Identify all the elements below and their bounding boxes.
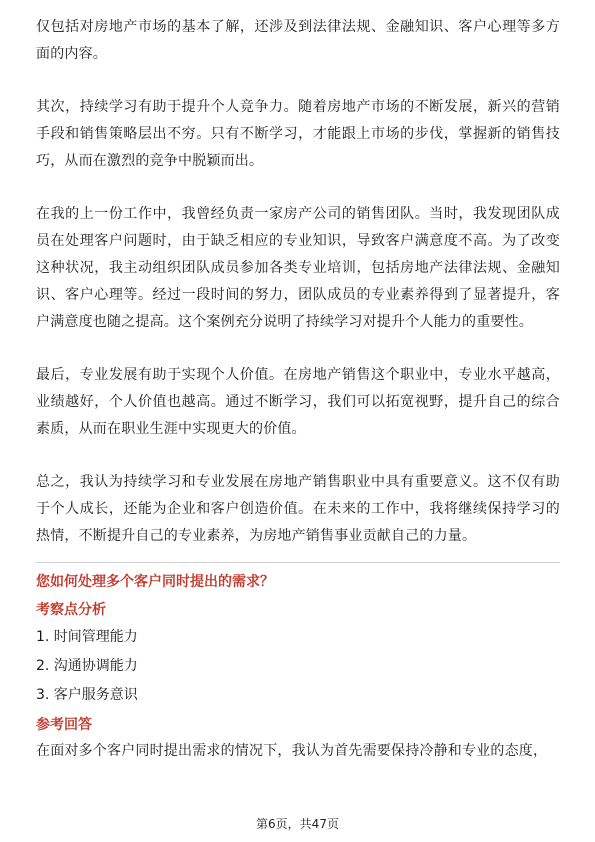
answer-text: 在面对多个客户同时提出需求的情况下，我认为首先需要保持冷静和专业的态度，	[36, 743, 548, 759]
paragraph-continued: 仅包括对房地产市场的基本了解，还涉及到法律法规、金融知识、客户心理等多方面的内容。	[36, 19, 560, 62]
paragraph-case-study: 在我的上一份工作中，我曾经负责一家房产公司的销售团队。当时，我发现团队成员在处理客户问题时，由于缺乏相应的专业知识，导致客户满意度不高。为了改变这种状况，我主动组织团队成员参加各类专业培训，包括房地产法律法规、金融知识、客户心理等。经过一段时间的努力，团队成员的专业素养得到了显著提升，客户满意度也随之提高。这个案例充分说明了持续学习对提升个人能力的重要性。	[36, 206, 560, 330]
analysis-point-1: 1. 时间管理能力	[36, 629, 138, 645]
spacer	[36, 175, 560, 201]
spacer	[36, 336, 560, 362]
analysis-point-2: 2. 沟通协调能力	[36, 658, 138, 674]
answer-heading: 参考回答	[36, 717, 92, 733]
spacer	[36, 68, 560, 94]
question-title: 您如何处理多个客户同时提出的需求？	[36, 574, 274, 590]
paragraph-competitiveness: 其次，持续学习有助于提升个人竞争力。随着房地产市场的不断发展，新兴的营销手段和销售策略层出不穷。只有不断学习，才能跟上市场的步伐，掌握新的销售技巧，从而在激烈的竞争中脱颖而出。	[36, 99, 560, 169]
paragraph-conclusion: 总之，我认为持续学习和专业发展在房地产销售职业中具有重要意义。这不仅有助于个人成长，还能为企业和客户创造价值。在未来的工作中，我将继续保持学习的热情，不断提升自己的专业素养，为房地产销售事业贡献自己的力量。	[36, 474, 560, 544]
analysis-heading: 考察点分析	[36, 602, 106, 618]
section-divider	[36, 562, 560, 563]
analysis-point-3: 3. 客户服务意识	[36, 687, 138, 703]
spacer	[36, 443, 560, 469]
paragraph-personal-value: 最后，专业发展有助于实现个人价值。在房地产销售这个职业中，专业水平越高，业绩越好，个人价值也越高。通过不断学习，我们可以拓宽视野，提升自己的综合素质，从而在职业生涯中实现更大的价值。	[36, 367, 560, 437]
page-number: 第6页，共47页	[256, 817, 339, 831]
document-body	[36, 14, 560, 765]
